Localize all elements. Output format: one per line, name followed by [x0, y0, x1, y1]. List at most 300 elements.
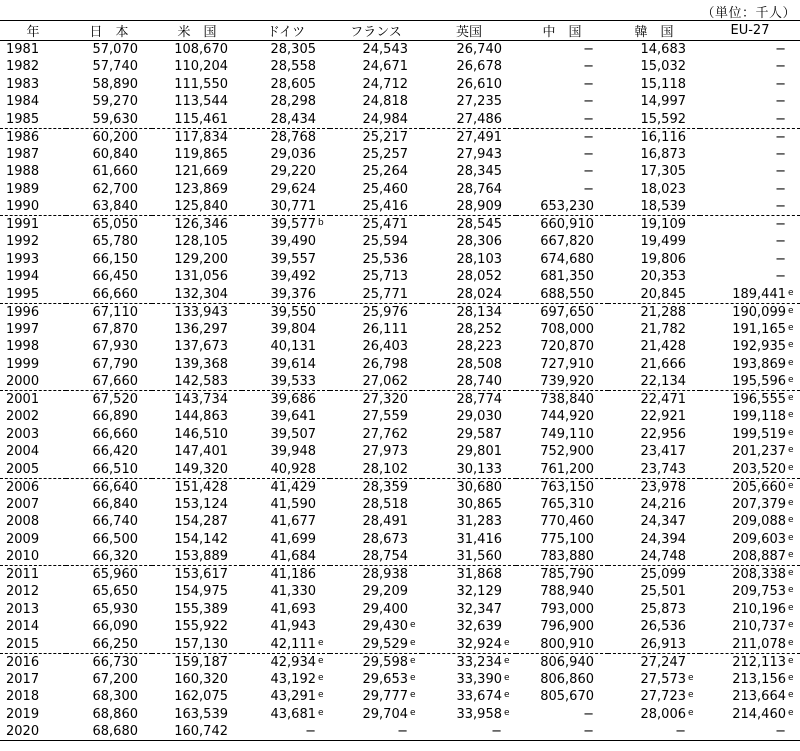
cell-eu27 — [700, 478, 800, 496]
cell-note: e — [788, 620, 794, 631]
cell-france — [330, 268, 422, 286]
cell-note: e — [688, 690, 694, 701]
cell-eu27 — [700, 391, 800, 409]
cell-france — [330, 636, 422, 654]
cell-value: 25,217 — [362, 129, 408, 145]
table-row — [0, 251, 800, 269]
cell-value: 129,200 — [174, 251, 228, 267]
cell-korea — [608, 233, 700, 251]
cell-note: b — [318, 218, 324, 228]
cell-value: − — [583, 129, 594, 145]
table-row — [0, 198, 800, 216]
cell-uk — [422, 618, 516, 636]
cell-value: 667,820 — [540, 234, 594, 250]
cell-uk — [422, 408, 516, 426]
cell-note: e — [788, 287, 794, 298]
cell-uk — [422, 426, 516, 444]
cell-germany — [242, 93, 330, 111]
cell-year: 2002 — [6, 409, 40, 425]
cell-value: 108,670 — [174, 42, 228, 57]
cell-value: 193,869 — [732, 356, 786, 372]
cell-value: 39,533 — [270, 374, 316, 389]
cell-value: 119,865 — [174, 146, 228, 162]
cell-japan — [66, 583, 152, 601]
cell-usa — [152, 373, 242, 391]
table-row — [0, 706, 800, 724]
cell-value: 19,806 — [640, 251, 686, 267]
cell-korea — [608, 163, 700, 181]
cell-value: 25,099 — [640, 567, 686, 582]
table-row — [0, 128, 800, 146]
cell-value: 805,670 — [540, 689, 594, 705]
cell-eu27 — [700, 426, 800, 444]
table-row — [0, 268, 800, 286]
cell-germany — [242, 181, 330, 199]
cell-usa — [152, 706, 242, 724]
table-row — [0, 373, 800, 391]
header-japan: 日 本 — [66, 21, 152, 41]
cell-value: 33,674 — [456, 689, 502, 705]
cell-france — [330, 513, 422, 531]
cell-value: 66,320 — [92, 549, 138, 564]
cell-note: e — [410, 672, 416, 683]
cell-value: 24,748 — [640, 549, 686, 564]
cell-korea — [608, 268, 700, 286]
cell-value: 775,100 — [540, 531, 594, 547]
cell-value: 28,508 — [456, 356, 502, 372]
cell-value: 26,678 — [456, 59, 502, 75]
cell-value: 27,573 — [640, 671, 686, 687]
cell-eu27 — [700, 688, 800, 706]
cell-germany — [242, 58, 330, 76]
cell-year: 1996 — [0, 303, 66, 321]
cell-france — [330, 198, 422, 216]
cell-value: 43,192 — [270, 671, 316, 687]
cell-value: 28,518 — [362, 496, 408, 512]
cell-china — [516, 321, 608, 339]
cell-value: 41,590 — [270, 496, 316, 512]
cell-note: e — [504, 655, 510, 666]
cell-year: 2017 — [6, 671, 40, 687]
table-row — [0, 426, 800, 444]
cell-uk — [422, 111, 516, 129]
cell-eu27 — [700, 706, 800, 724]
table-row — [0, 181, 800, 199]
table-row — [0, 391, 800, 409]
cell-china — [516, 478, 608, 496]
cell-korea — [608, 478, 700, 496]
cell-value: 29,587 — [456, 426, 502, 442]
cell-value: 191,165 — [732, 321, 786, 337]
cell-value: 20,845 — [640, 286, 686, 302]
cell-value: 65,930 — [92, 601, 138, 617]
cell-eu27 — [700, 408, 800, 426]
cell-value: 22,134 — [640, 374, 686, 389]
cell-value: 201,237 — [732, 444, 786, 460]
cell-value: 59,630 — [92, 111, 138, 127]
cell-china — [516, 76, 608, 94]
cell-eu27 — [700, 373, 800, 391]
cell-japan — [66, 636, 152, 654]
cell-uk — [422, 198, 516, 216]
table-row — [0, 146, 800, 164]
cell-usa — [152, 461, 242, 479]
cell-value: 209,603 — [732, 531, 786, 547]
cell-note: e — [410, 637, 416, 648]
cell-uk — [422, 181, 516, 199]
cell-note: e — [788, 375, 794, 385]
cell-note: e — [788, 462, 794, 473]
cell-japan — [66, 216, 152, 234]
table-row — [0, 671, 800, 689]
cell-value: 27,559 — [362, 409, 408, 425]
cell-germany — [242, 373, 330, 391]
cell-value: 29,653 — [362, 671, 408, 687]
cell-china — [516, 671, 608, 689]
cell-value: − — [397, 724, 408, 739]
cell-note: e — [788, 445, 794, 456]
cell-value: 209,088 — [732, 514, 786, 530]
cell-germany — [242, 303, 330, 321]
cell-year: 2018 — [6, 689, 40, 705]
cell-value: 15,592 — [640, 111, 686, 127]
cell-germany — [242, 286, 330, 304]
cell-value: 189,441 — [732, 286, 786, 302]
cell-value: 195,596 — [732, 374, 786, 389]
cell-usa — [152, 583, 242, 601]
cell-year: 1991 — [0, 216, 66, 234]
cell-value: 39,550 — [270, 304, 316, 320]
cell-japan — [66, 391, 152, 409]
cell-france — [330, 601, 422, 619]
cell-value: 24,671 — [362, 59, 408, 75]
cell-note: e — [788, 707, 794, 718]
cell-value: 26,403 — [362, 339, 408, 355]
table-row — [0, 478, 800, 496]
cell-value: 136,297 — [174, 321, 228, 337]
cell-germany — [242, 636, 330, 654]
cell-value: 66,730 — [92, 654, 138, 670]
cell-value: 28,359 — [362, 479, 408, 495]
cell-value: 111,550 — [174, 76, 228, 92]
cell-eu27 — [700, 76, 800, 94]
cell-value: 128,105 — [174, 234, 228, 250]
cell-value: 60,200 — [92, 129, 138, 145]
cell-note: e — [318, 637, 324, 648]
cell-japan — [66, 146, 152, 164]
cell-france — [330, 128, 422, 146]
cell-germany — [242, 338, 330, 356]
cell-germany — [242, 513, 330, 531]
cell-korea — [608, 181, 700, 199]
cell-china — [516, 391, 608, 409]
cell-value: 67,930 — [92, 339, 138, 355]
cell-germany — [242, 408, 330, 426]
cell-note: e — [788, 637, 794, 648]
cell-france — [330, 618, 422, 636]
cell-value: 30,771 — [270, 199, 316, 214]
cell-japan — [66, 723, 152, 741]
cell-eu27 — [700, 461, 800, 479]
header-france: フランス — [330, 21, 422, 41]
cell-value: 793,000 — [540, 601, 594, 617]
cell-france — [330, 163, 422, 181]
cell-korea — [608, 251, 700, 269]
cell-value: 67,520 — [92, 392, 138, 407]
cell-year: 1984 — [6, 94, 40, 110]
cell-japan — [66, 41, 152, 59]
cell-germany — [242, 391, 330, 409]
cell-value: 763,150 — [540, 479, 594, 495]
cell-korea — [608, 513, 700, 531]
header-usa: 米 国 — [152, 21, 242, 41]
cell-value: 151,428 — [174, 479, 228, 495]
cell-usa — [152, 128, 242, 146]
table-row — [0, 566, 800, 584]
cell-value: 25,771 — [362, 286, 408, 302]
cell-value: 28,764 — [456, 181, 502, 197]
cell-uk — [422, 321, 516, 339]
cell-note: e — [788, 410, 794, 421]
cell-usa — [152, 636, 242, 654]
table-row — [0, 58, 800, 76]
cell-uk — [422, 583, 516, 601]
cell-value: 123,869 — [174, 181, 228, 197]
cell-value: 39,492 — [270, 269, 316, 285]
table-row — [0, 93, 800, 111]
cell-eu27 — [700, 303, 800, 321]
cell-value: − — [775, 269, 786, 285]
cell-china — [516, 198, 608, 216]
cell-china — [516, 531, 608, 549]
cell-japan — [66, 111, 152, 129]
cell-note: e — [788, 672, 794, 683]
cell-value: 132,304 — [174, 286, 228, 302]
cell-value: 19,499 — [640, 234, 686, 250]
cell-value: − — [583, 59, 594, 75]
cell-value: 60,840 — [92, 146, 138, 162]
cell-value: 26,913 — [640, 636, 686, 652]
cell-value: 66,890 — [92, 409, 138, 425]
cell-value: − — [775, 199, 786, 214]
cell-value: 744,920 — [540, 409, 594, 425]
cell-value: 66,740 — [92, 514, 138, 530]
cell-china — [516, 426, 608, 444]
cell-value: − — [775, 129, 786, 145]
cell-year: 1990 — [6, 199, 40, 214]
cell-korea — [608, 548, 700, 566]
cell-uk — [422, 338, 516, 356]
cell-uk — [422, 251, 516, 269]
table-row — [0, 76, 800, 94]
cell-value: 213,664 — [732, 689, 786, 705]
cell-value: 18,539 — [640, 199, 686, 214]
cell-value: 32,347 — [456, 601, 502, 617]
cell-year: 1987 — [6, 146, 40, 162]
cell-value: 806,940 — [540, 654, 594, 670]
cell-korea — [608, 286, 700, 304]
cell-japan — [66, 58, 152, 76]
cell-value: 25,460 — [362, 181, 408, 197]
cell-germany — [242, 216, 330, 234]
cell-value: 153,124 — [174, 496, 228, 512]
cell-value: 41,684 — [270, 549, 316, 564]
cell-china — [516, 268, 608, 286]
table-row — [0, 496, 800, 514]
cell-value: 58,890 — [92, 76, 138, 92]
cell-value: 67,870 — [92, 321, 138, 337]
header-germany: ドイツ — [242, 21, 330, 41]
cell-value: 163,539 — [174, 706, 228, 722]
cell-value: 23,978 — [640, 479, 686, 495]
cell-value: 28,545 — [456, 217, 502, 232]
cell-uk — [422, 41, 516, 59]
cell-value: 121,669 — [174, 164, 228, 180]
cell-value: 29,529 — [362, 636, 408, 652]
table-row — [0, 233, 800, 251]
cell-germany — [242, 461, 330, 479]
cell-value: 22,471 — [640, 392, 686, 407]
cell-year: 1998 — [6, 339, 40, 355]
table-row — [0, 513, 800, 531]
cell-japan — [66, 461, 152, 479]
cell-value: 28,103 — [456, 251, 502, 267]
cell-value: 162,075 — [174, 689, 228, 705]
cell-uk — [422, 286, 516, 304]
cell-year: 1993 — [6, 251, 40, 267]
table-row — [0, 41, 800, 59]
table-row — [0, 303, 800, 321]
cell-note: e — [788, 340, 794, 351]
cell-eu27 — [700, 128, 800, 146]
cell-china — [516, 496, 608, 514]
cell-korea — [608, 198, 700, 216]
cell-value: 27,973 — [362, 444, 408, 460]
cell-eu27 — [700, 531, 800, 549]
cell-germany — [242, 76, 330, 94]
cell-korea — [608, 356, 700, 374]
cell-uk — [422, 671, 516, 689]
cell-usa — [152, 391, 242, 409]
cell-value: 31,283 — [456, 514, 502, 530]
cell-value: 26,610 — [456, 76, 502, 92]
cell-note: e — [788, 480, 794, 491]
cell-germany — [242, 478, 330, 496]
cell-value: 24,984 — [362, 111, 408, 127]
cell-uk — [422, 653, 516, 671]
cell-korea — [608, 391, 700, 409]
cell-value: − — [583, 724, 594, 739]
cell-china — [516, 216, 608, 234]
cell-france — [330, 321, 422, 339]
cell-eu27 — [700, 671, 800, 689]
cell-germany — [242, 618, 330, 636]
cell-china — [516, 111, 608, 129]
cell-usa — [152, 41, 242, 59]
table-row — [0, 653, 800, 671]
cell-korea — [608, 93, 700, 111]
cell-value: − — [583, 76, 594, 92]
cell-value: 28,434 — [270, 111, 316, 127]
cell-value: 720,870 — [540, 339, 594, 355]
cell-year: 2004 — [6, 444, 40, 460]
cell-note: e — [318, 655, 324, 666]
cell-note: e — [318, 690, 324, 701]
cell-uk — [422, 303, 516, 321]
cell-france — [330, 461, 422, 479]
cell-year: 1994 — [6, 269, 40, 285]
cell-value: 29,801 — [456, 444, 502, 460]
cell-value: 25,594 — [362, 234, 408, 250]
cell-japan — [66, 356, 152, 374]
cell-germany — [242, 601, 330, 619]
cell-value: 23,417 — [640, 444, 686, 460]
cell-value: 28,024 — [456, 286, 502, 302]
cell-germany — [242, 233, 330, 251]
cell-value: 66,090 — [92, 619, 138, 635]
cell-usa — [152, 146, 242, 164]
cell-value: 788,940 — [540, 584, 594, 600]
cell-eu27 — [700, 163, 800, 181]
cell-value: 154,142 — [174, 531, 228, 547]
cell-value: 199,519 — [732, 426, 786, 442]
cell-value: 66,150 — [92, 251, 138, 267]
cell-note: e — [410, 620, 416, 631]
table-row — [0, 461, 800, 479]
cell-value: 190,099 — [732, 304, 786, 320]
cell-usa — [152, 478, 242, 496]
cell-value: 65,780 — [92, 234, 138, 250]
cell-value: 157,130 — [174, 636, 228, 652]
cell-year: 1999 — [6, 356, 40, 372]
cell-france — [330, 93, 422, 111]
cell-value: 57,740 — [92, 59, 138, 75]
cell-eu27 — [700, 356, 800, 374]
cell-value: 26,536 — [640, 619, 686, 635]
cell-germany — [242, 268, 330, 286]
cell-japan — [66, 566, 152, 584]
cell-germany — [242, 198, 330, 216]
cell-value: 800,910 — [540, 636, 594, 652]
cell-value: 66,840 — [92, 496, 138, 512]
cell-korea — [608, 723, 700, 741]
cell-eu27 — [700, 233, 800, 251]
cell-note: e — [788, 427, 794, 438]
cell-value: 21,288 — [640, 304, 686, 320]
cell-germany — [242, 653, 330, 671]
cell-note: e — [788, 568, 794, 578]
cell-note: e — [788, 393, 794, 403]
cell-year: 2019 — [6, 706, 40, 722]
table-row — [0, 548, 800, 566]
cell-value: 66,250 — [92, 636, 138, 652]
cell-value: 28,740 — [456, 374, 502, 389]
cell-germany — [242, 566, 330, 584]
cell-france — [330, 496, 422, 514]
cell-note: e — [410, 707, 416, 718]
cell-uk — [422, 93, 516, 111]
cell-germany — [242, 321, 330, 339]
cell-value: 41,330 — [270, 584, 316, 600]
cell-value: 770,460 — [540, 514, 594, 530]
cell-year: 2007 — [6, 496, 40, 512]
cell-value: 28,298 — [270, 94, 316, 110]
cell-value: 39,804 — [270, 321, 316, 337]
cell-year: 1986 — [0, 128, 66, 146]
cell-usa — [152, 338, 242, 356]
cell-value: 26,798 — [362, 356, 408, 372]
cell-value: 14,683 — [640, 42, 686, 57]
